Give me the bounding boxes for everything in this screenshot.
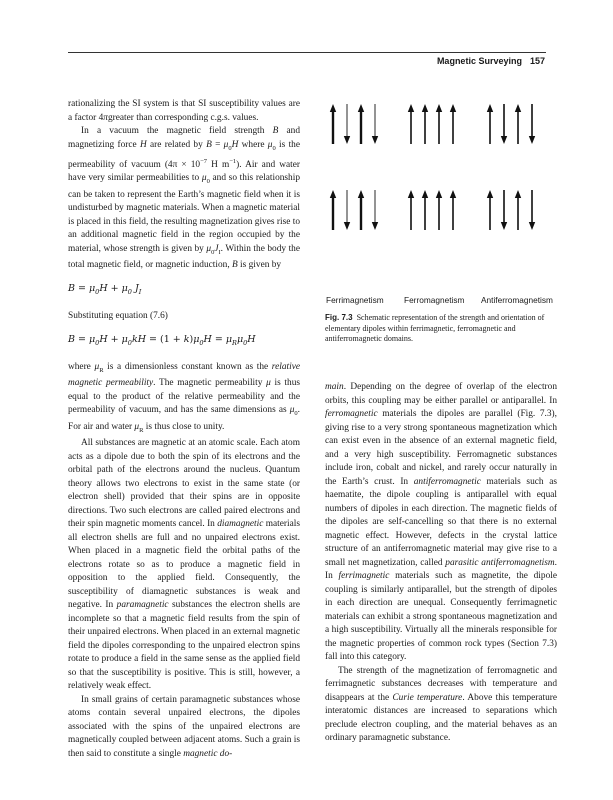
ferrimagnetic-dipole-arrow [372, 104, 378, 144]
antiferromagnetic-dipole-arrow [529, 104, 535, 144]
ferrimagnetic-dipole-arrow [344, 190, 350, 230]
ferrimagnetic-dipole-arrow [358, 190, 364, 230]
ferromagnetic-dipole-arrow [408, 104, 414, 144]
right-paragraph-2: The strength of the magnetization of ferromagnetic and ferrimagnetic substances decreases with temperature and disappears at the Curie temperature. Above this temperature interatomic distances are increased to separations which preclude electron coupling, and the material behaves as an ordinary paramagnetic substance. [325, 665, 558, 743]
ferrimagnetic-dipole-arrow [330, 104, 336, 144]
page-number: 157 [529, 56, 545, 66]
running-title: Magnetic Surveying [436, 56, 522, 66]
label-ferromagnetism: Ferromagnetism [404, 295, 465, 305]
antiferromagnetic-dipole-arrow [515, 104, 521, 144]
figure-caption [325, 313, 553, 345]
figure-7-3-dipoles [325, 98, 555, 306]
equation-1: $B = \mu_0H + \mu_0$ $J_I$ [68, 282, 142, 296]
equation-2: $B = \mu_0H + \mu_0kH = (1 + k)\mu_0H = \mu_R\mu_0H$ [68, 333, 256, 347]
ferromagnetic-dipole-arrow [436, 104, 442, 144]
ferromagnetic-dipole-arrow [450, 190, 456, 230]
ferrimagnetic-dipole-arrow [372, 190, 378, 230]
antiferromagnetic-dipole-arrow [501, 190, 507, 230]
antiferromagnetic-dipole-arrow [515, 190, 521, 230]
label-ferrimagnetism: Ferrimagnetism [326, 295, 384, 305]
ferromagnetic-dipole-arrow [408, 190, 414, 230]
antiferromagnetic-dipole-arrow [501, 104, 507, 144]
ferromagnetic-dipole-arrow [436, 190, 442, 230]
ferromagnetic-dipole-arrow [422, 104, 428, 144]
ferrimagnetic-dipole-arrow [330, 190, 336, 230]
ferrimagnetic-dipole-arrow [358, 104, 364, 144]
label-antiferromagnetism: Antiferromagnetism [481, 295, 553, 305]
running-header [437, 56, 545, 66]
left-paragraph-4: where $\mu_R$ is a dimensionless constant known as the relative magnetic permeability. The magnetic permeability μ is thus equal to the product of the relative permeability and the permeability of vacuum, and has the same dimensions as $\mu_0$. For air and water $\mu_R$ is thus close to unity. [68, 361, 301, 434]
ferromagnetic-dipole-arrow [450, 104, 456, 144]
header-rule [68, 52, 546, 53]
left-paragraph-3: Substituting equation (7.6) [68, 311, 168, 322]
antiferromagnetic-dipole-arrow [487, 104, 493, 144]
left-paragraph-6: In small grains of certain paramagnetic substances whose atoms contain several unpaired electrons, the dipoles associated with the spins of the unpaired electrons are magnetically coupled between adjacent atoms. Such a grain is then said to constitute a single magnetic do- [68, 694, 300, 759]
antiferromagnetic-dipole-arrow [487, 190, 493, 230]
right-column [325, 381, 557, 746]
left-paragraph-1: rationalizing the SI system is that SI susceptibility values are a factor 4πgreater than corresponding c.g.s. values. [68, 99, 300, 123]
antiferromagnetic-dipole-arrow [529, 190, 535, 230]
left-column [68, 98, 300, 761]
caption-text: Schematic representation of the strength and orientation of elementary dipoles within ferrimagnetic, ferromagnetic and antiferromagnetic domains. [325, 313, 545, 343]
caption-number: Fig. 7.3 [325, 313, 353, 322]
left-paragraph-5: All substances are magnetic at an atomic scale. Each atom acts as a dipole due to both the spin of its electrons and the orbital path of the electrons around the nucleus. Quantum theory allows two electrons to exist in the same state (or electron shell) provided that their spins are in opposite directions. Two such electrons are called paired electrons and their spin magnetic moments cancel. In diamagnetic materials all electron shells are full and no unpaired electrons exist. When placed in a magnetic field the orbital paths of the electrons rotate so as to produce a magnetic field in opposition to the applied field. Consequently, the susceptibility of diamagnetic substances is weak and negative. In paramagnetic substances the electron shells are incomplete so that a magnetic field results from the spin of their unpaired electrons. When placed in an external magnetic field the dipoles corresponding to the unpaired electron spins rotate to produce a field in the same sense as the applied field so that the susceptibility is positive. This is still, however, a relatively weak effect. [68, 438, 300, 692]
ferrimagnetic-dipole-arrow [344, 104, 350, 144]
right-paragraph-1: main. Depending on the degree of overlap of the electron orbits, this coupling may be either parallel or antiparallel. In ferromagnetic materials the dipoles are parallel (Fig. 7.3), giving rise to a very strong spontaneous magnetization which can exist even in the absence of an external magnetic field, and a very high susceptibility. Ferromagnetic substances include iron, cobalt and nickel, and rarely occur naturally in the Earth’s crust. In antiferromagnetic materials such as haematite, the dipole coupling is antiparallel with equal numbers of dipoles in each direction. The magnetic fields of the dipoles are self-cancelling so that there is no external magnetic effect. However, defects in the crystal lattice structure of an antiferromagnetic material may give rise to a small net magnetization, called parasitic antiferromagnetism. In ferrimagnetic materials such as magnetite, the dipole coupling is similarly antiparallel, but the strength of dipoles in each direction are unequal. Consequently ferrimagnetic materials can exhibit a strong spontaneous magnetization and a high susceptibility. Virtually all the minerals responsible for the magnetic properties of common rock types (Section 7.3) fall into this category. [325, 382, 557, 662]
left-paragraph-2: In a vacuum the magnetic field strength B and magnetizing force H are related by $B = \mu_0H$ where $\mu_0$ is the permeability of vacuum ($4\pi \times 10^{-7}$ H $m^{-1}$). Air and water have very similar permeabilities to $\mu_0$ and so this relationship can be taken to represent the Earth’s magnetic field when it is undisturbed by magnetic materials. When a magnetic material is placed in this field, the resulting magnetization gives rise to an additional magnetic field in the region occupied by the material, whose strength is given by $\mu_0J_I$. Within the body the total magnetic field, or magnetic induction, B is given by [68, 126, 301, 271]
ferromagnetic-dipole-arrow [422, 190, 428, 230]
